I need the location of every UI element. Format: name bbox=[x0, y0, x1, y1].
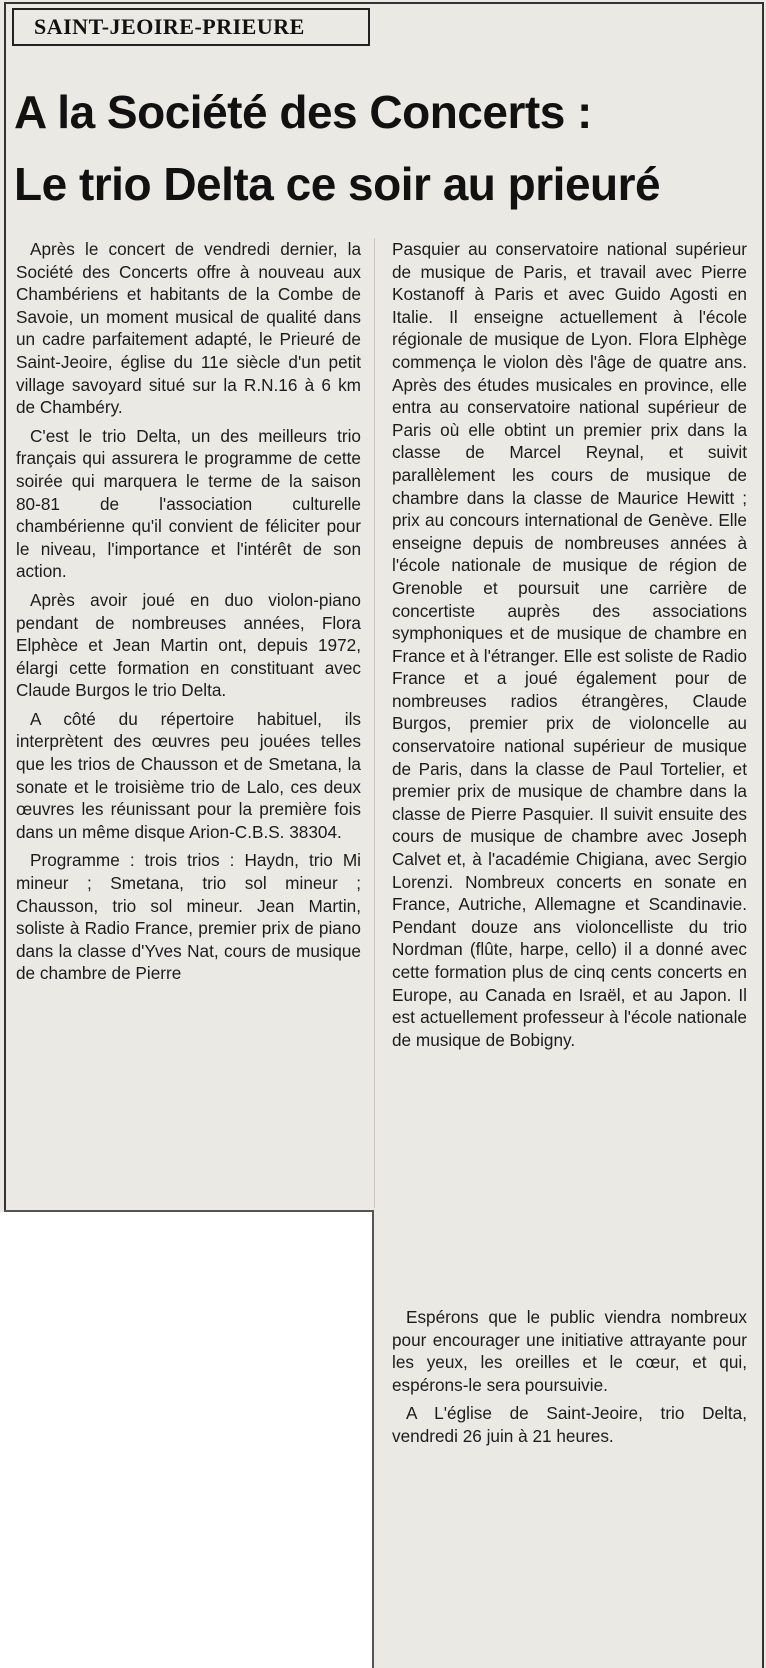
frame-line-divider bbox=[372, 1210, 374, 1668]
frame-line-top bbox=[4, 2, 764, 4]
paragraph: A côté du répertoire habituel, ils interprètent des œuvres peu jouées telles que les trios de Chausson et de Smetana, la sonate et le troisième trio de Lalo, ces deux œuvres les réunissant pour la première fois dans un même disque Arion-C.B.S. 38304. bbox=[16, 708, 361, 842]
paragraph: C'est le trio Delta, un des meilleurs trio français qui assurera le programme de cette soirée qui marquera le terme de la saison 80-81 de l'association culturelle chambérienne qu'il convient de féliciter pour le niveau, l'importance et l'intérêt de son action. bbox=[16, 425, 361, 582]
locality-label: SAINT-JEOIRE-PRIEURE bbox=[12, 8, 370, 46]
headline bbox=[14, 76, 754, 220]
column-rule bbox=[374, 238, 375, 1208]
headline-line-2: Le trio Delta ce soir au prieuré bbox=[14, 158, 661, 210]
frame-line-bottom-left bbox=[4, 1210, 372, 1212]
closing-paragraph: Espérons que le public viendra nombreux pour encourager une initiative attrayante pour les yeux, les oreilles et le cœur, et qui, espérons-le sera poursuivie. bbox=[392, 1307, 747, 1395]
paragraph: Après le concert de vendredi dernier, la Société des Concerts offre à nouveau aux Chambériens et habitants de la Combe de Savoie, un moment musical de qualité dans un cadre parfaitement adapté, le Prieuré de Saint-Jeoire, église du 11e siècle d'un petit village savoyard situé sur la R.N.16 à 6 km de Chambéry. bbox=[16, 239, 361, 418]
article-column-left bbox=[16, 238, 361, 991]
article-column-right bbox=[392, 238, 747, 1057]
frame-line-left bbox=[4, 2, 6, 1212]
blank-area bbox=[0, 1212, 372, 1668]
paragraph: Programme : trois trios : Haydn, trio Mi mineur ; Smetana, trio sol mineur ; Chausson, trio sol mineur. Jean Martin, soliste à Radio France, premier prix de piano dans la classe d'Yves Nat, cours de musique de chambre de Pierre bbox=[16, 850, 361, 984]
article-closing bbox=[392, 1306, 747, 1454]
paragraph: Pasquier au conservatoire national supérieur de musique de Paris, et travail avec Pierre Kostanoff à Paris et avec Guido Agosti en Italie. Il enseigne actuellement à l'école régionale de musique de Lyon. Flora Elphège commença le violon dès l'âge de quatre ans. Après des études musicales en province, elle entra au conservatoire national supérieur de Paris où elle obtint un premier prix dans la classe de Marcel Reynal, et suivit parallèlement les cours de musique de chambre dans la classe de Maurice Hewitt ; prix au concours international de Genève. Elle enseigne depuis de nombreuses années à l'école nationale de musique de région de Grenoble et poursuit une carrière de concertiste auprès des associations symphoniques et de musique de chambre en France et à l'étranger. Elle est soliste de Radio France et a joué également pour de nombreuses radios étrangères, Claude Burgos, premier prix de violoncelle au conservatoire national supérieur de musique de Paris, dans la classe de Paul Tortelier, et premier prix de musique de chambre dans la classe de Pierre Pasquier. Il suivit ensuite des cours de musique de chambre avec Joseph Calvet et, à l'académie Chigiana, avec Sergio Lorenzi. Nombreux concerts en sonate en France, Autriche, Allemagne et Scandinavie. Pendant douze ans violoncelliste du trio Nordman (flûte, harpe, cello) il a donné avec cette formation plus de cinq cents concerts en Europe, au Canada en Israël, et au Japon. Il est actuellement professeur à l'école nationale de musique de Bobigny. bbox=[392, 239, 747, 1050]
paragraph: Après avoir joué en duo violon-piano pendant de nombreuses années, Flora Elphèce et Jean Martin ont, depuis 1972, élargi cette formation en constituant avec Claude Burgos le trio Delta. bbox=[16, 589, 361, 701]
frame-line-right bbox=[762, 2, 764, 1668]
event-info: A L'église de Saint-Jeoire, trio Delta, vendredi 26 juin à 21 heures. bbox=[392, 1403, 747, 1446]
headline-line-1: A la Société des Concerts : bbox=[14, 86, 592, 138]
